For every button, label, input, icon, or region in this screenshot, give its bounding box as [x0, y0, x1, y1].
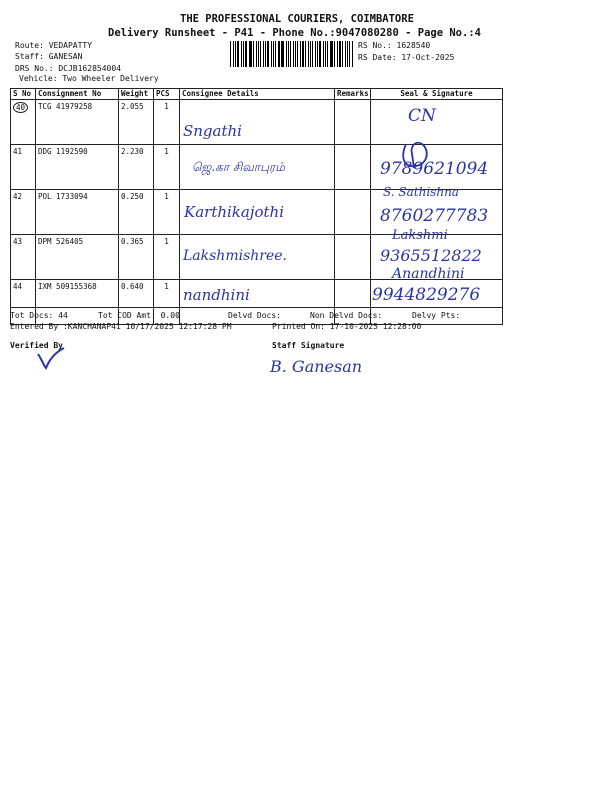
cell-weight: 2.055: [119, 100, 154, 145]
barcode-bar: [293, 41, 294, 67]
header-sno: S No: [11, 89, 36, 100]
barcode: [230, 41, 354, 67]
barcode-bar: [330, 41, 331, 67]
barcode-bar: [331, 41, 332, 67]
cell-pcs: 1: [154, 235, 180, 280]
barcode-bar: [245, 41, 246, 67]
entered-by: Entered By :KANCHANAP41 10/17/2025 12:17:28 PM: [10, 322, 232, 331]
barcode-bar: [253, 41, 254, 67]
barcode-bar: [308, 41, 309, 67]
barcode-bar: [345, 41, 346, 67]
staff-signature-label: Staff Signature: [272, 341, 345, 350]
barcode-bar: [237, 41, 239, 67]
cell-weight: 0.250: [119, 190, 154, 235]
handwritten-signature: Anandhini: [392, 266, 465, 282]
barcode-bar: [233, 41, 234, 67]
cell-pcs: 1: [154, 280, 180, 325]
barcode-bar: [310, 41, 311, 67]
barcode-bar: [243, 41, 244, 67]
barcode-bar: [312, 41, 313, 67]
barcode-bar: [281, 41, 282, 67]
cell-weight: 0.365: [119, 235, 154, 280]
barcode-bar: [282, 41, 284, 67]
cell-sno: 44: [11, 280, 36, 325]
handwritten-consignee: Sngathi: [183, 122, 242, 140]
rs-date-label: RS Date: 17-Oct-2025: [358, 53, 455, 62]
barcode-bar: [267, 41, 269, 67]
barcode-bar: [334, 41, 335, 67]
verified-checkmark: [34, 346, 66, 372]
header-consignment: Consignment No: [36, 89, 119, 100]
barcode-bar: [288, 41, 289, 67]
handwritten-phone: 8760277783: [380, 206, 489, 226]
cell-remarks: [335, 190, 371, 235]
handwritten-phone: 9789621094: [380, 159, 489, 179]
cell-pcs: 1: [154, 100, 180, 145]
cell-sno: 43: [11, 235, 36, 280]
barcode-bar: [325, 41, 326, 67]
tot-docs: Tot Docs: 44: [10, 311, 68, 320]
tot-cod-amt: Tot COD Amt: 0.00: [98, 311, 180, 320]
cell-consignment: POL 1733094: [36, 190, 119, 235]
cell-weight: 2.230: [119, 145, 154, 190]
cell-consignment: DDG 1192590: [36, 145, 119, 190]
barcode-bar: [263, 41, 264, 67]
barcode-bar: [230, 41, 231, 67]
barcode-bar: [337, 41, 338, 67]
barcode-bar: [249, 41, 250, 67]
drs-label: DRS No.: DCJB162854004: [15, 64, 121, 73]
barcode-bar: [275, 41, 276, 67]
footer-divider: [10, 307, 502, 308]
company-title: THE PROFESSIONAL COURIERS, COIMBATORE: [180, 13, 414, 25]
barcode-bar: [241, 41, 242, 67]
verified-by-label: Verified By: [10, 341, 63, 350]
barcode-bar: [295, 41, 296, 67]
delvd-docs: Delvd Docs:: [228, 311, 281, 320]
sno-value: 40: [13, 102, 28, 113]
rs-no-label: RS No.: 1628540: [358, 41, 431, 50]
cell-sno: [11, 100, 36, 145]
cell-pcs: 1: [154, 145, 180, 190]
cell-pcs: 1: [154, 190, 180, 235]
cell-sno: 42: [11, 190, 36, 235]
barcode-bar: [260, 41, 261, 67]
barcode-bar: [323, 41, 324, 67]
route-label: Route: VEDAPATTY: [15, 41, 93, 50]
cell-weight: 0.640: [119, 280, 154, 325]
barcode-bar: [271, 41, 272, 67]
staff-handwritten-signature: B. Ganesan: [270, 357, 363, 376]
barcode-bar: [258, 41, 259, 67]
runsheet-subtitle: Delivery Runsheet - P41 - Phone No.:9047080280 - Page No.:4: [108, 27, 481, 39]
cell-remarks: [335, 100, 371, 145]
cell-remarks: [335, 145, 371, 190]
barcode-bar: [302, 41, 304, 67]
barcode-bar: [319, 41, 321, 67]
barcode-bar: [317, 41, 318, 67]
table-header-row: [11, 89, 503, 100]
barcode-bar: [265, 41, 266, 67]
handwritten-phone: 9944829276: [372, 285, 481, 305]
barcode-bar: [352, 41, 353, 67]
delvy-pts: Delvy Pts:: [412, 311, 461, 320]
barcode-bar: [339, 41, 341, 67]
cell-remarks: [335, 235, 371, 280]
cell-consignment: IXM 509155368: [36, 280, 119, 325]
barcode-bar: [286, 41, 287, 67]
header-seal: Seal & Signature: [371, 89, 503, 100]
barcode-bar: [349, 41, 350, 67]
barcode-bar: [327, 41, 328, 67]
barcode-bar: [290, 41, 291, 67]
handwritten-consignee: Lakshmishree.: [183, 248, 287, 264]
printed-on: Printed On: 17-10-2025 12:28:00: [272, 322, 422, 331]
barcode-bar: [256, 41, 257, 67]
handwritten-signature: S. Sathishna: [383, 185, 459, 199]
barcode-bar: [297, 41, 298, 67]
barcode-bar: [315, 41, 316, 67]
barcode-bar: [305, 41, 306, 67]
header-pcs: PCS: [154, 89, 180, 100]
cell-sno: 41: [11, 145, 36, 190]
barcode-bar: [273, 41, 274, 67]
barcode-bar: [235, 41, 236, 67]
cell-consignment: DPM 526405: [36, 235, 119, 280]
barcode-bar: [347, 41, 348, 67]
handwritten-consignee: nandhini: [183, 286, 250, 304]
cell-seal: [371, 100, 503, 145]
barcode-bar: [278, 41, 279, 67]
staff-label: Staff: GANESAN: [15, 52, 83, 61]
header-remarks: Remarks: [335, 89, 371, 100]
handwritten-signature: Lakshmi: [392, 228, 448, 243]
barcode-bar: [342, 41, 343, 67]
cell-consignment: TCG 41979258: [36, 100, 119, 145]
vehicle-label: Vehicle: Two Wheeler Delivery: [19, 74, 159, 83]
handwritten-signature: CN: [408, 106, 436, 126]
header-weight: Weight: [119, 89, 154, 100]
header-consignee: Consignee Details: [180, 89, 335, 100]
non-delvd-docs: Non Delvd Docs:: [310, 311, 383, 320]
barcode-bar: [250, 41, 252, 67]
handwritten-consignee: ஜெ.கா சிவாபுரம்: [192, 160, 285, 174]
handwritten-consignee: Karthikajothi: [184, 203, 285, 221]
handwritten-phone: 9365512822: [380, 246, 482, 265]
barcode-bar: [300, 41, 301, 67]
